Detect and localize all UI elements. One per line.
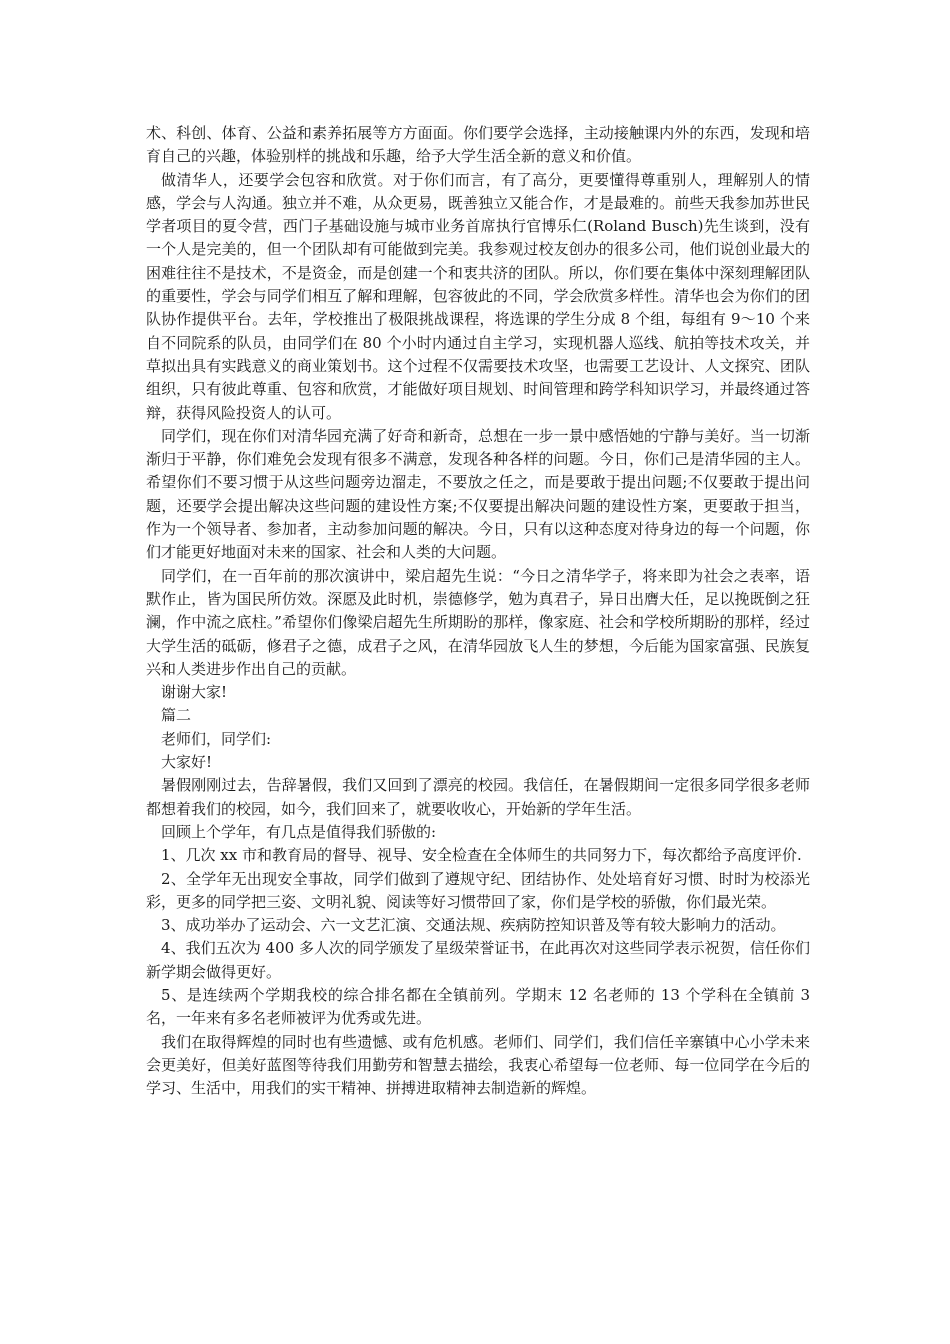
list-item-5: 5、是连续两个学期我校的综合排名都在全镇前列。学期末 12 名老师的 13 个学科在全镇前 3 名，一年来有多名老师被评为优秀或先进。 — [146, 985, 810, 1028]
paragraph-5: 谢谢大家! — [161, 683, 228, 702]
greeting-2: 大家好! — [161, 753, 213, 772]
paragraph-1: 术、科创、体育、公益和素养拓展等方方面面。你们要学会选择，主动接触课内外的东西，发现和培育自己的兴趣，体验别样的挑战和乐趣，给予大学生活全新的意义和价值。 — [146, 124, 810, 166]
paragraph-2: 做清华人，还要学会包容和欣赏。对于你们而言，有了高分，更要懂得尊重别人，理解别人的情感，学会与人沟通。独立并不难，从众更易，既善独立又能合作，才是最难的。前些天我参加苏世民学者项目的夏令营，西门子基础设施与城市业务首席执行官博乐仁(Roland Busch)先生谈到，没有一个人是完美的，但一个团队却有可能做到完美。我参观过校友创办的很多公司，他们说创业最大的困难往往不是技术，不是资金，而是创建一个和衷共济的团队。所以，你们要在集体中深刻理解团队的重要性，学会与同学们相互了解和理解，包容彼此的不同，学会欣赏多样性。清华也会为你们的团队协作提供平台。去年，学校推出了极限挑战课程，将选课的学生分成 8 个组，每组有 9～10 个来自不同院系的队员，由同学们在 80 个小时内通过自主学习，实现机器人巡线、航拍等技术攻关，并草拟出具有实践意义的商业策划书。这个过程不仅需要技术攻坚，也需要工艺设计、人文探究、团队组织，只有彼此尊重、包容和欣赏，才能做好项目规划、时间管理和跨学科知识学习，并最终通过答辩，获得风险投资人的认可。 — [146, 170, 810, 422]
paragraph-10: 回顾上个学年，有几点是值得我们骄傲的: — [161, 822, 437, 841]
paragraph-4: 同学们，在一百年前的那次演讲中，梁启超先生说：“今日之清华学子，将来即为社会之表率，语默作止，皆为国民所仿效。深愿及此时机，崇德修学，勉为真君子，异日出膺大任，足以挽既倒之狂澜，作中流之底柱。”希望你们像梁启超先生所期盼的那样，像家庭、社会和学校所期盼的那样，经过大学生活的砥砺，修君子之德，成君子之风，在清华园放飞人生的梦想，今后能为国家富强、民族复兴和人类进步作出自己的贡献。 — [146, 566, 810, 678]
greeting-1: 老师们，同学们: — [161, 729, 272, 748]
paragraph-9: 暑假刚刚过去，告辞暑假，我们又回到了漂亮的校园。我信任，在暑假期间一定很多同学很多老师都想着我们的校园，如今，我们回来了，就要收收心，开始新的学年生活。 — [146, 776, 810, 818]
list-item-1: 1、几次 xx 市和教育局的督导、视导、安全检查在全体师生的共同努力下，每次都给予高度评价. — [161, 846, 802, 865]
section-heading: 篇二 — [161, 706, 192, 725]
paragraph-16: 我们在取得辉煌的同时也有些遗憾、或有危机感。老师们、同学们，我们信任辛寨镇中心小学未来会更美好，但美好蓝图等待我们用勤劳和智慧去描绘，我衷心希望每一位老师、每一位同学在今后的学习、生活中，用我们的实干精神、拼搏进取精神去制造新的辉煌。 — [146, 1032, 810, 1098]
list-item-4: 4、我们五次为 400 多人次的同学颁发了星级荣誉证书，在此再次对这些同学表示祝贺，信任你们新学期会做得更好。 — [146, 939, 810, 981]
document-body — [146, 122, 810, 1100]
paragraph-3: 同学们，现在你们对清华园充满了好奇和新奇，总想在一步一景中感悟她的宁静与美好。当一切渐渐归于平静，你们难免会发现有很多不满意，发现各种各样的问题。今日，你们己是清华园的主人。希望你们不要习惯于从这些问题旁边溜走，不要放之任之，而是要敢于提出问题;不仅要敢于提出问题，还要学会提出解决这些问题的建设性方案;不仅要提出解决问题的建设性方案，更要敢于担当，作为一个领导者、参加者，主动参加问题的解决。今日，只有以这种态度对待身边的每一个问题，你们才能更好地面对未来的国家、社会和人类的大问题。 — [146, 426, 810, 562]
list-item-3: 3、成功举办了运动会、六一文艺汇演、交通法规、疾病防控知识普及等有较大影响力的活动。 — [161, 916, 786, 935]
list-item-2: 2、全学年无出现安全事故，同学们做到了遵规守纪、团结协作、处处培育好习惯、时时为校添光彩，更多的同学把三姿、文明礼貌、阅读等好习惯带回了家，你们是学校的骄傲，你们最光荣。 — [146, 869, 810, 911]
